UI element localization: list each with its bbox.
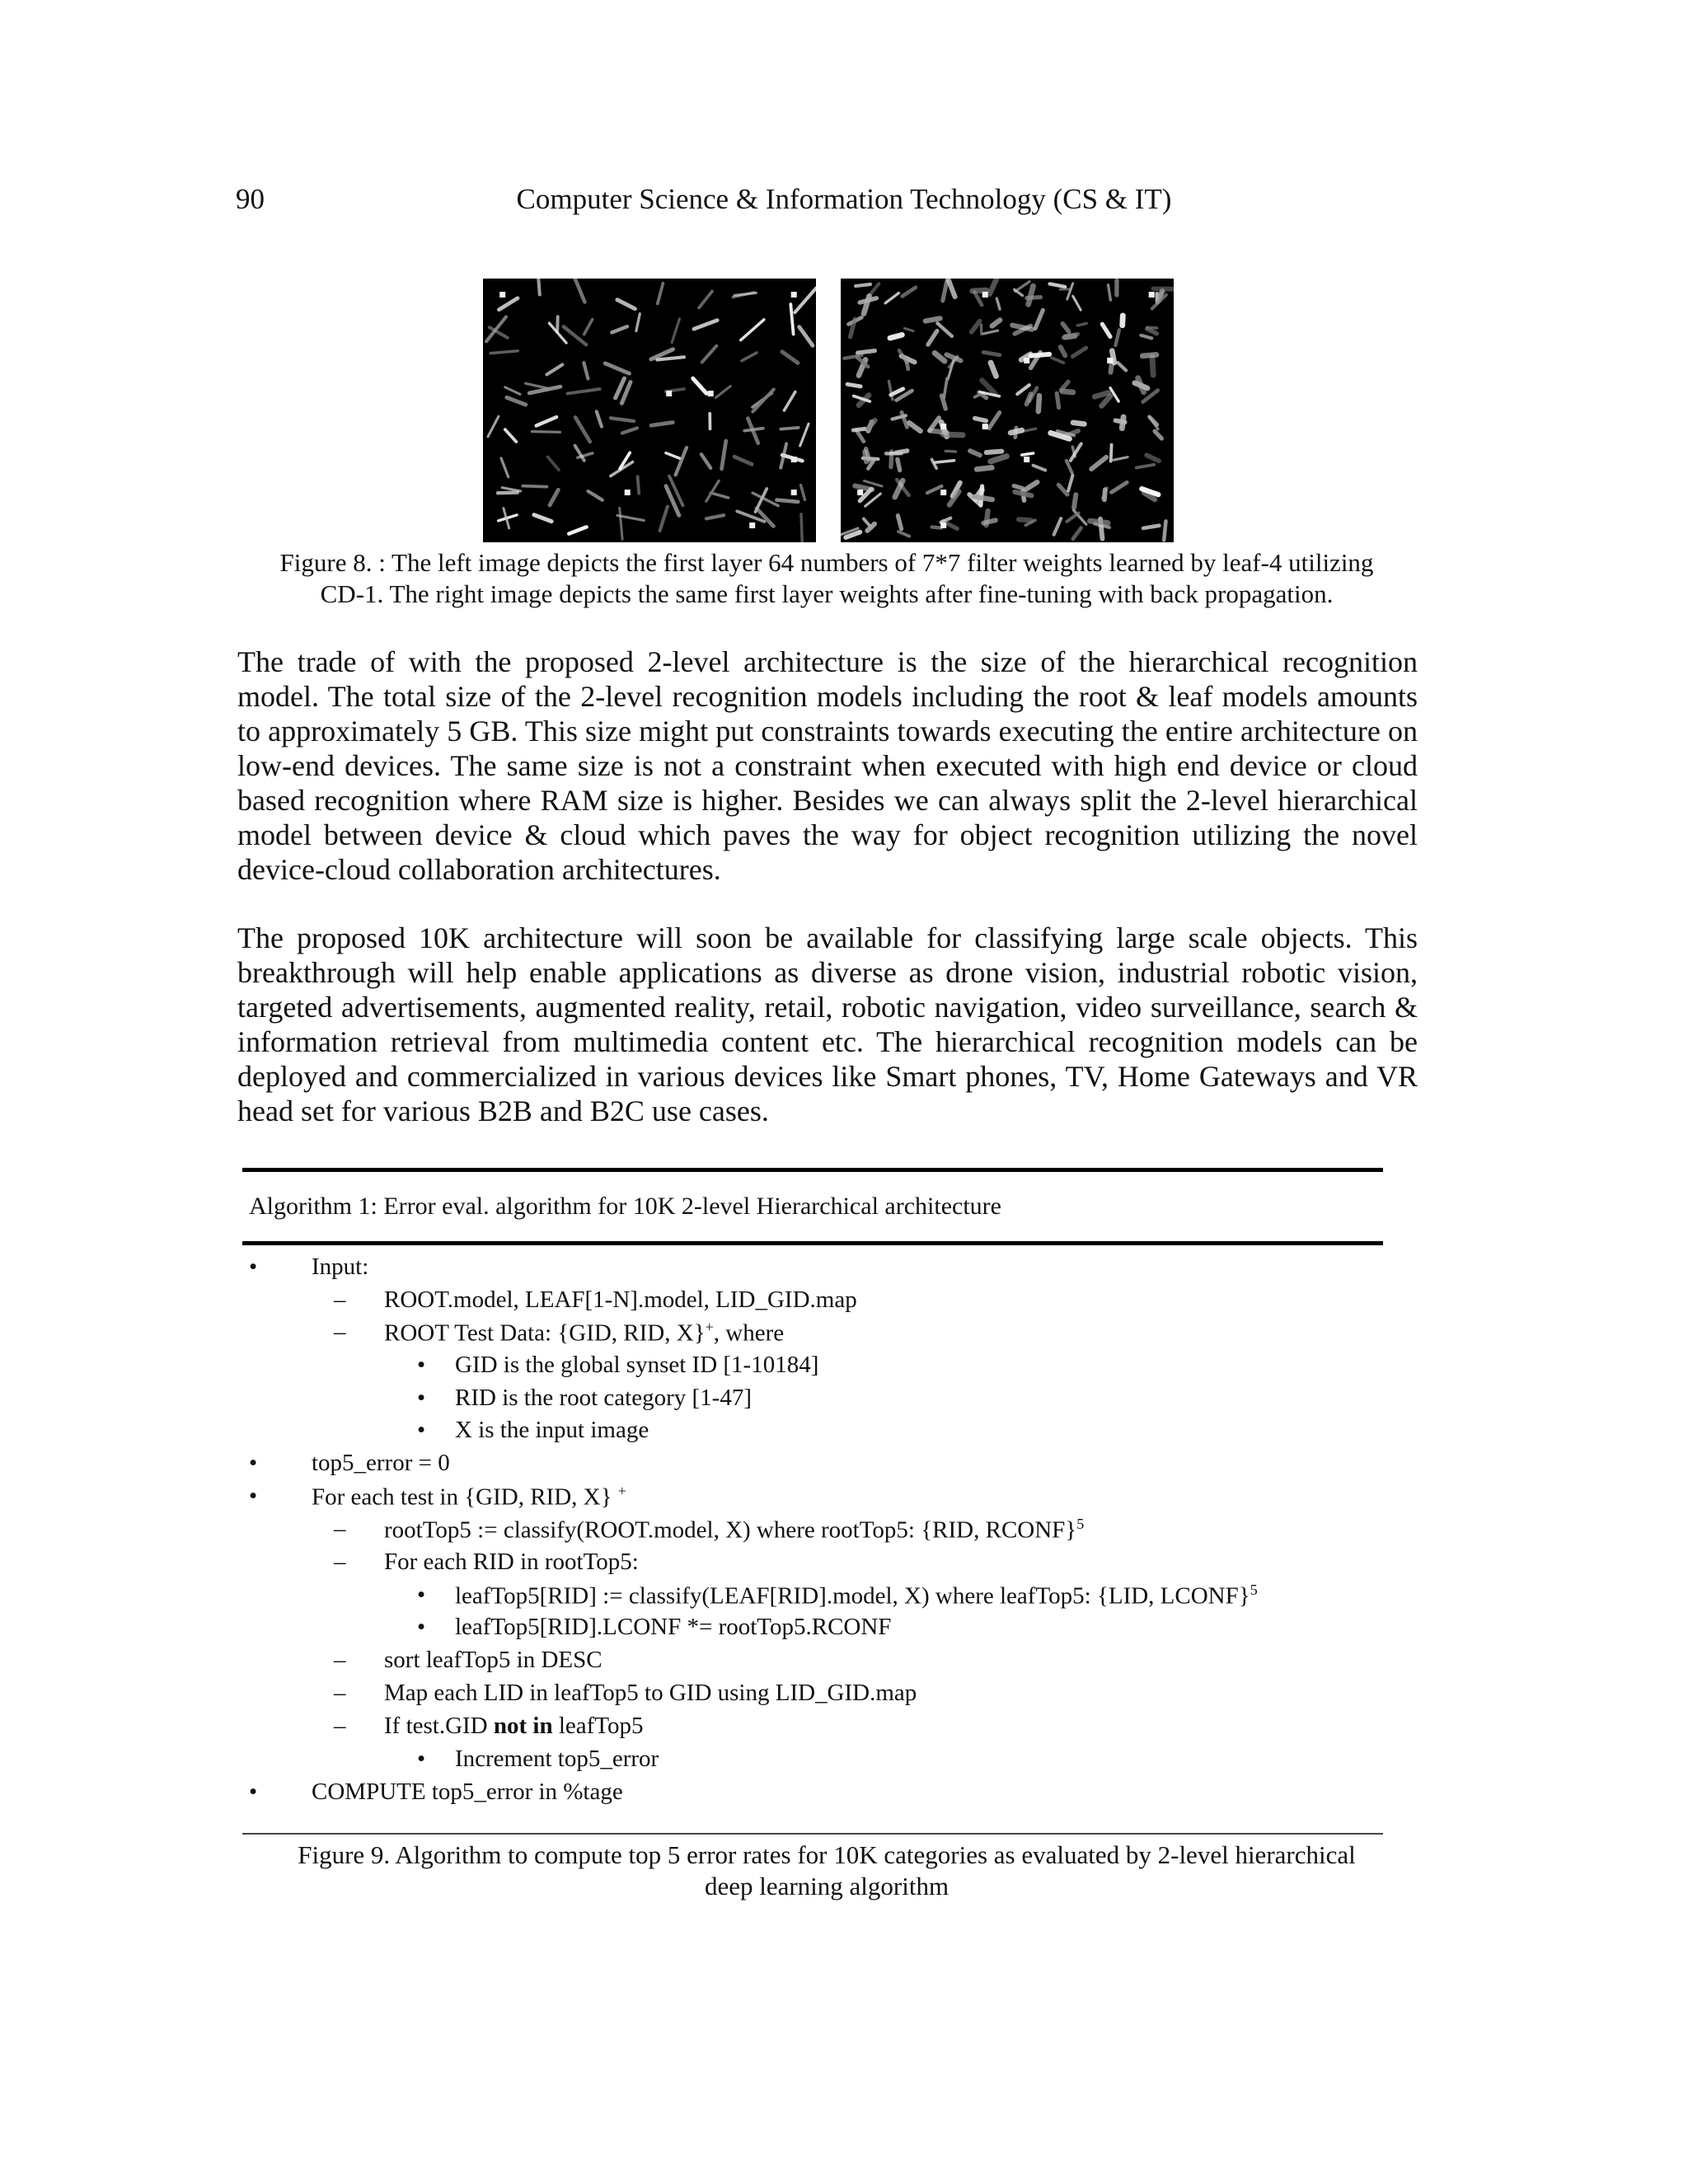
bullet-glyph: • — [249, 1779, 258, 1805]
dash-glyph: – — [334, 1319, 346, 1345]
algorithm-bottom-rule — [242, 1833, 1383, 1835]
algo-root-top5-text: rootTop5 := classify(ROOT.model, X) where rootTop5: {RID, RCONF} — [384, 1516, 1077, 1544]
algo-models-line: ROOT.model, LEAF[1-N].model, LID_GID.map — [384, 1286, 857, 1313]
algo-sort-line: sort leafTop5 in DESC — [384, 1647, 603, 1673]
dash-glyph: – — [334, 1549, 346, 1575]
algo-test-data-text: ROOT Test Data: {GID, RID, X} — [384, 1319, 706, 1347]
algo-if-prefix: If test.GID — [384, 1713, 494, 1739]
algo-test-data-line — [384, 1319, 784, 1347]
dash-glyph: – — [334, 1516, 346, 1542]
algo-test-data-sup: + — [705, 1319, 714, 1335]
bullet-glyph: • — [249, 1254, 258, 1280]
algo-for-each-test-line — [312, 1483, 626, 1511]
bullet-glyph: • — [417, 1746, 426, 1772]
algo-leaf-top5-sup: 5 — [1250, 1582, 1258, 1598]
running-header: Computer Science & Information Technology (CS & IT) — [516, 183, 1172, 215]
algo-for-each-test-sup: + — [617, 1483, 626, 1499]
bullet-glyph: • — [417, 1614, 426, 1640]
figure-8-caption-line-2: CD-1. The right image depicts the same first layer weights after fine-tuning with back propagation. — [320, 579, 1334, 608]
algo-gid-line: GID is the global synset ID [1-10184] — [455, 1352, 819, 1378]
bullet-glyph: • — [417, 1385, 426, 1411]
algorithm-title: Algorithm 1: Error eval. algorithm for 10K 2-level Hierarchical architecture — [249, 1193, 1001, 1220]
algo-root-top5-sup: 5 — [1076, 1516, 1085, 1532]
algo-compute-line: COMPUTE top5_error in %tage — [312, 1779, 623, 1805]
algorithm-header-rule — [242, 1241, 1383, 1245]
body-paragraph-model-size: The trade of with the proposed 2-level architecture is the size of the hierarchical recognition model. The total size of the 2-level recognition models including the root & leaf models amounts to approximately 5 GB. This size might put constraints towards executing the entire architecture on low-end devices. The same size is not a constraint when executed with high end device or cloud based recognition where RAM size is higher. Besides we can always split the 2-level hierarchical model between device & cloud which paves the way for object recognition utilizing the novel device-cloud collaboration architectures. — [237, 645, 1418, 886]
figure-8-caption-line-1: Figure 8. : The left image depicts the first layer 64 numbers of 7*7 filter weights learned by leaf-4 utilizing — [279, 548, 1374, 577]
algo-root-top5-line — [384, 1516, 1084, 1544]
algo-leaf-conf-line: leafTop5[RID].LCONF *= rootTop5.RCONF — [455, 1614, 892, 1640]
algo-increment-line: Increment top5_error — [455, 1746, 659, 1772]
bullet-glyph: • — [417, 1417, 426, 1443]
algo-if-line — [384, 1713, 644, 1740]
algo-leaf-top5-text: leafTop5[RID] := classify(LEAF[RID].model, X) where leafTop5: {LID, LCONF} — [455, 1582, 1250, 1610]
algo-x-line: X is the input image — [455, 1417, 649, 1443]
algo-map-line: Map each LID in leafTop5 to GID using LID_GID.map — [384, 1680, 917, 1706]
algo-for-each-test-text: For each test in {GID, RID, X} — [312, 1483, 612, 1511]
algo-test-data-tail: , where — [713, 1319, 785, 1347]
algorithm-top-rule — [242, 1168, 1383, 1172]
algo-if-keyword: not in — [493, 1713, 553, 1739]
dash-glyph: – — [334, 1647, 346, 1673]
algo-top5-init-line: top5_error = 0 — [312, 1450, 450, 1476]
page-number: 90 — [236, 183, 265, 215]
cd1-filter-weights-image — [483, 279, 816, 542]
bullet-glyph: • — [417, 1352, 426, 1378]
algo-for-each-rid-line: For each RID in rootTop5: — [384, 1549, 639, 1575]
algo-rid-line: RID is the root category [1-47] — [455, 1385, 752, 1411]
dash-glyph: – — [334, 1680, 346, 1706]
figure-9-caption-line-2: deep learning algorithm — [704, 1872, 950, 1900]
figure-9-caption — [236, 1840, 1418, 1902]
figure-9-caption-line-1: Figure 9. Algorithm to compute top 5 error rates for 10K categories as evaluated by 2-level hierarchical — [298, 1840, 1356, 1869]
algo-if-suffix: leafTop5 — [552, 1713, 644, 1739]
dash-glyph: – — [334, 1286, 346, 1313]
dash-glyph: – — [334, 1713, 346, 1739]
bullet-glyph: • — [249, 1450, 258, 1476]
algo-leaf-top5-line — [455, 1582, 1258, 1610]
body-paragraph-applications: The proposed 10K architecture will soon be available for classifying large scale objects. This breakthrough will help enable applications as diverse as drone vision, industrial robotic vision, targeted advertisements, augmented reality, retail, robotic navigation, video surveillance, search & information retrieval from multimedia content etc. The hierarchical recognition models can be deployed and commercialized in various devices like Smart phones, TV, Home Gateways and VR head set for various B2B and B2C use cases. — [237, 921, 1418, 1127]
figure-8-caption — [236, 547, 1418, 610]
bullet-glyph: • — [417, 1582, 426, 1608]
algo-input-label: Input: — [312, 1254, 369, 1280]
finetuned-filter-weights-image — [841, 279, 1174, 542]
bullet-glyph: • — [249, 1483, 258, 1509]
